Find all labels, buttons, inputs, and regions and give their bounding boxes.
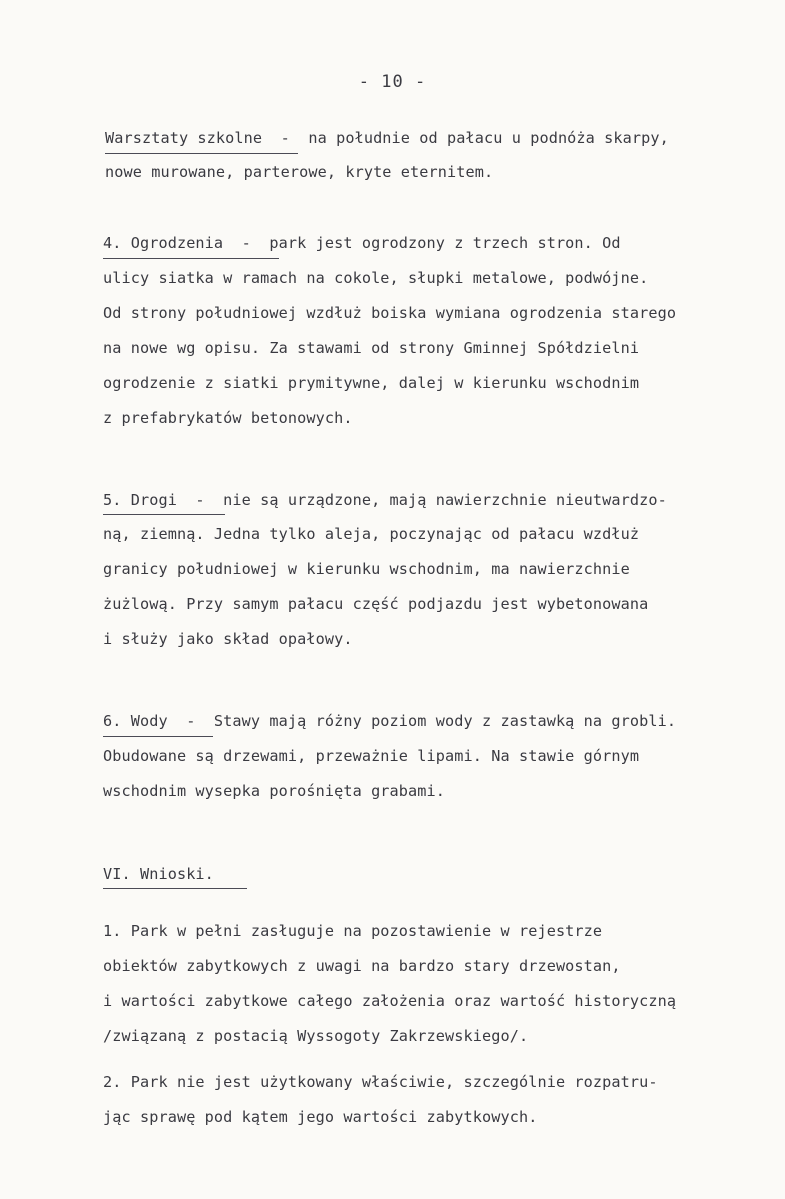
text-line: obiektów zabytkowych z uwagi na bardzo stary drzewostan, xyxy=(103,957,621,975)
text-line: z prefabrykatów betonowych. xyxy=(103,409,353,427)
text-line: Od strony południowej wzdłuż boiska wymiana ogrodzenia starego xyxy=(103,304,677,322)
text-line: i służy jako skład opałowy. xyxy=(103,630,353,648)
text-line: jąc sprawę pod kątem jego wartości zabytkowych. xyxy=(103,1108,538,1126)
heading-underline xyxy=(103,888,247,889)
text-line: ną, ziemną. Jedna tylko aleja, poczynając od pałacu wzdłuż xyxy=(103,525,640,543)
text-line: 1. Park w pełni zasługuje na pozostawienie w rejestrze xyxy=(103,922,603,940)
text-line: Obudowane są drzewami, przeważnie lipami. Na stawie górnym xyxy=(103,747,640,765)
text-line: 2. Park nie jest użytkowany właściwie, szczególnie rozpatru- xyxy=(103,1073,658,1091)
text-line: 4. Ogrodzenia - park jest ogrodzony z trzech stron. Od xyxy=(103,234,621,252)
text-line: żużlową. Przy samym pałacu część podjazdu jest wybetonowana xyxy=(103,595,649,613)
text-line: na nowe wg opisu. Za stawami od strony Gminnej Spółdzielni xyxy=(103,339,640,357)
text-line: nowe murowane, parterowe, kryte eternitem. xyxy=(105,163,494,181)
heading-underline xyxy=(105,153,298,154)
text-line: 5. Drogi - nie są urządzone, mają nawierzchnie nieutwardzo- xyxy=(103,491,667,509)
text-line: granicy południowej w kierunku wschodnim, ma nawierzchnie xyxy=(103,560,630,578)
page-number: - 10 - xyxy=(358,72,427,92)
text-line: Warsztaty szkolne - na południe od pałacu u podnóża skarpy, xyxy=(105,129,669,147)
text-line: ogrodzenie z siatki prymitywne, dalej w kierunku wschodnim xyxy=(103,374,640,392)
heading-underline xyxy=(103,514,225,515)
text-line: /związaną z postacią Wyssogoty Zakrzewskiego/. xyxy=(103,1027,529,1045)
text-line: wschodnim wysepka porośnięta grabami. xyxy=(103,782,446,800)
text-line: i wartości zabytkowe całego założenia oraz wartość historyczną xyxy=(103,992,677,1010)
heading-underline xyxy=(103,258,279,259)
section-heading: VI. Wnioski. xyxy=(103,865,214,883)
text-line: ulicy siatka w ramach na cokole, słupki metalowe, podwójne. xyxy=(103,269,649,287)
heading-underline xyxy=(103,736,213,737)
text-line: 6. Wody - Stawy mają różny poziom wody z zastawką na grobli. xyxy=(103,712,677,730)
